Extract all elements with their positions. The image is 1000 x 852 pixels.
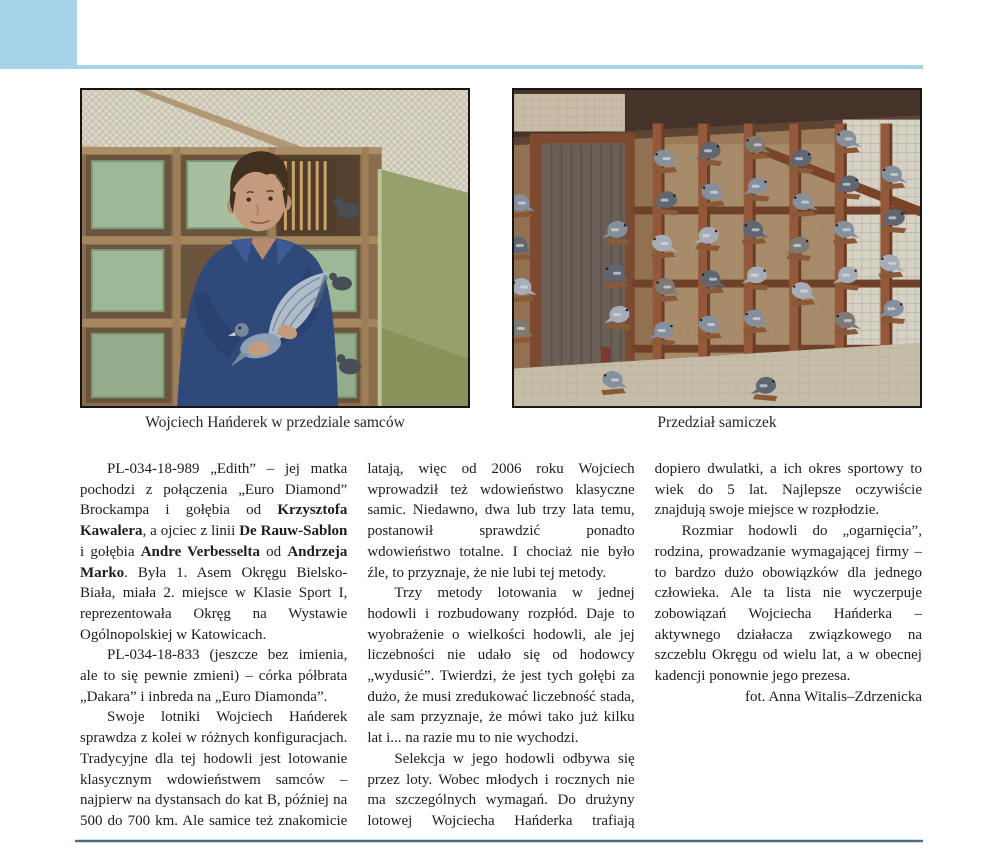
caption-right-photo: Przedział samiczek: [657, 414, 777, 431]
article-paragraph: PL-034-18-833 (jeszcze bez imienia, ale to się pewnie zmieni) – córka półbrata „Dakara” i inbreda na „Euro Diamonda”.: [80, 647, 348, 705]
header-accent-square: [0, 0, 77, 69]
photo-breeder-compartment: [80, 88, 470, 408]
article-paragraph: PL-034-18-989 „Edith” – jej matka pochodzi z połączenia „Euro Diamond” Brockampa i gołębia od Krzysztofa Kawalera, a ojciec z linii De Rauw-Sablon i gołębia Andre Verbesselta od Andrzeja Marko. Była 1. Asem Okręgu Bielsko-Biała, miała 2. miejsce w Klasie Sport I, reprezentowała Okręg na Wystawie Ogólnopolskiej w Katowicach.: [80, 461, 348, 643]
footer-rule: [75, 839, 923, 843]
caption-left-photo: Wojciech Hańderek w przedziale samców: [145, 414, 405, 431]
photo-hens-illustration: [514, 90, 920, 406]
article-body: [80, 459, 922, 839]
photo-breeder-illustration: [82, 90, 468, 406]
article-paragraph: Rozmiar hodowli do „ogarnięcia”, rodzina, prowadzanie wymagającej firmy – to bardzo dużo obowiązków dla jednego człowieka. Ale ta lista nie wyczerpuje zobowiązań Wojciecha Hańderka – aktywnego działacza związkowego na szczeblu Okręgu od wielu lat, a w obecnej kadencji ponownie jego prezesa.: [654, 523, 922, 685]
article-paragraphs: [80, 459, 922, 839]
article-paragraph: Selekcja w jego hodowli odbywa się przez loty. Wobec młodych i rocznych nie ma szczególnych wymagań. Do drużyny lotowej Wojciecha Hańderka trafiają dopiero dwulatki, a ich okres sportowy to wiek do 5 lat. Najlepsze oczywiście znajdują swoje miejsce w rozpłodzie.: [367, 461, 922, 829]
article-paragraph: Swoje lotniki Wojciech Hańderek sprawdza z kolei w różnych konfiguracjach. Tradycyjne dla tej hodowli jest lotowanie klasycznym wdowieństwem samców – najpierw na dystansach do kat B, później na 500 do 700 km. Ale samice też znakomicie latają, więc od 2006 roku Wojciech wprowadził też wdowieństwo klasyczne samic. Niedawno, dwa lub trzy lata temu, postanowił sprawdzić ponadto wdowieństwo totalne. I chociaż nie było źle, to przyznaje, że nie lubi tej metody.: [80, 461, 635, 829]
article-paragraph: Trzy metody lotowania w jednej hodowli i rozbudowany rozpłód. Daje to wyobrażenie o wielkości hodowli, ale jej liczebności nie udało się od hodowcy „wydusić”. Twierdzi, że jest tych gołębi za dużo, że musi zredukować liczebność stada, ale sam przyznaje, że mówi tako już kilku lat i... na razie mu to nie wychodzi.: [367, 585, 635, 747]
header-accent-rule: [0, 65, 923, 69]
photo-hens-compartment: [512, 88, 922, 408]
photo-credit: fot. Anna Witalis–Zdrzenicka: [745, 688, 922, 705]
